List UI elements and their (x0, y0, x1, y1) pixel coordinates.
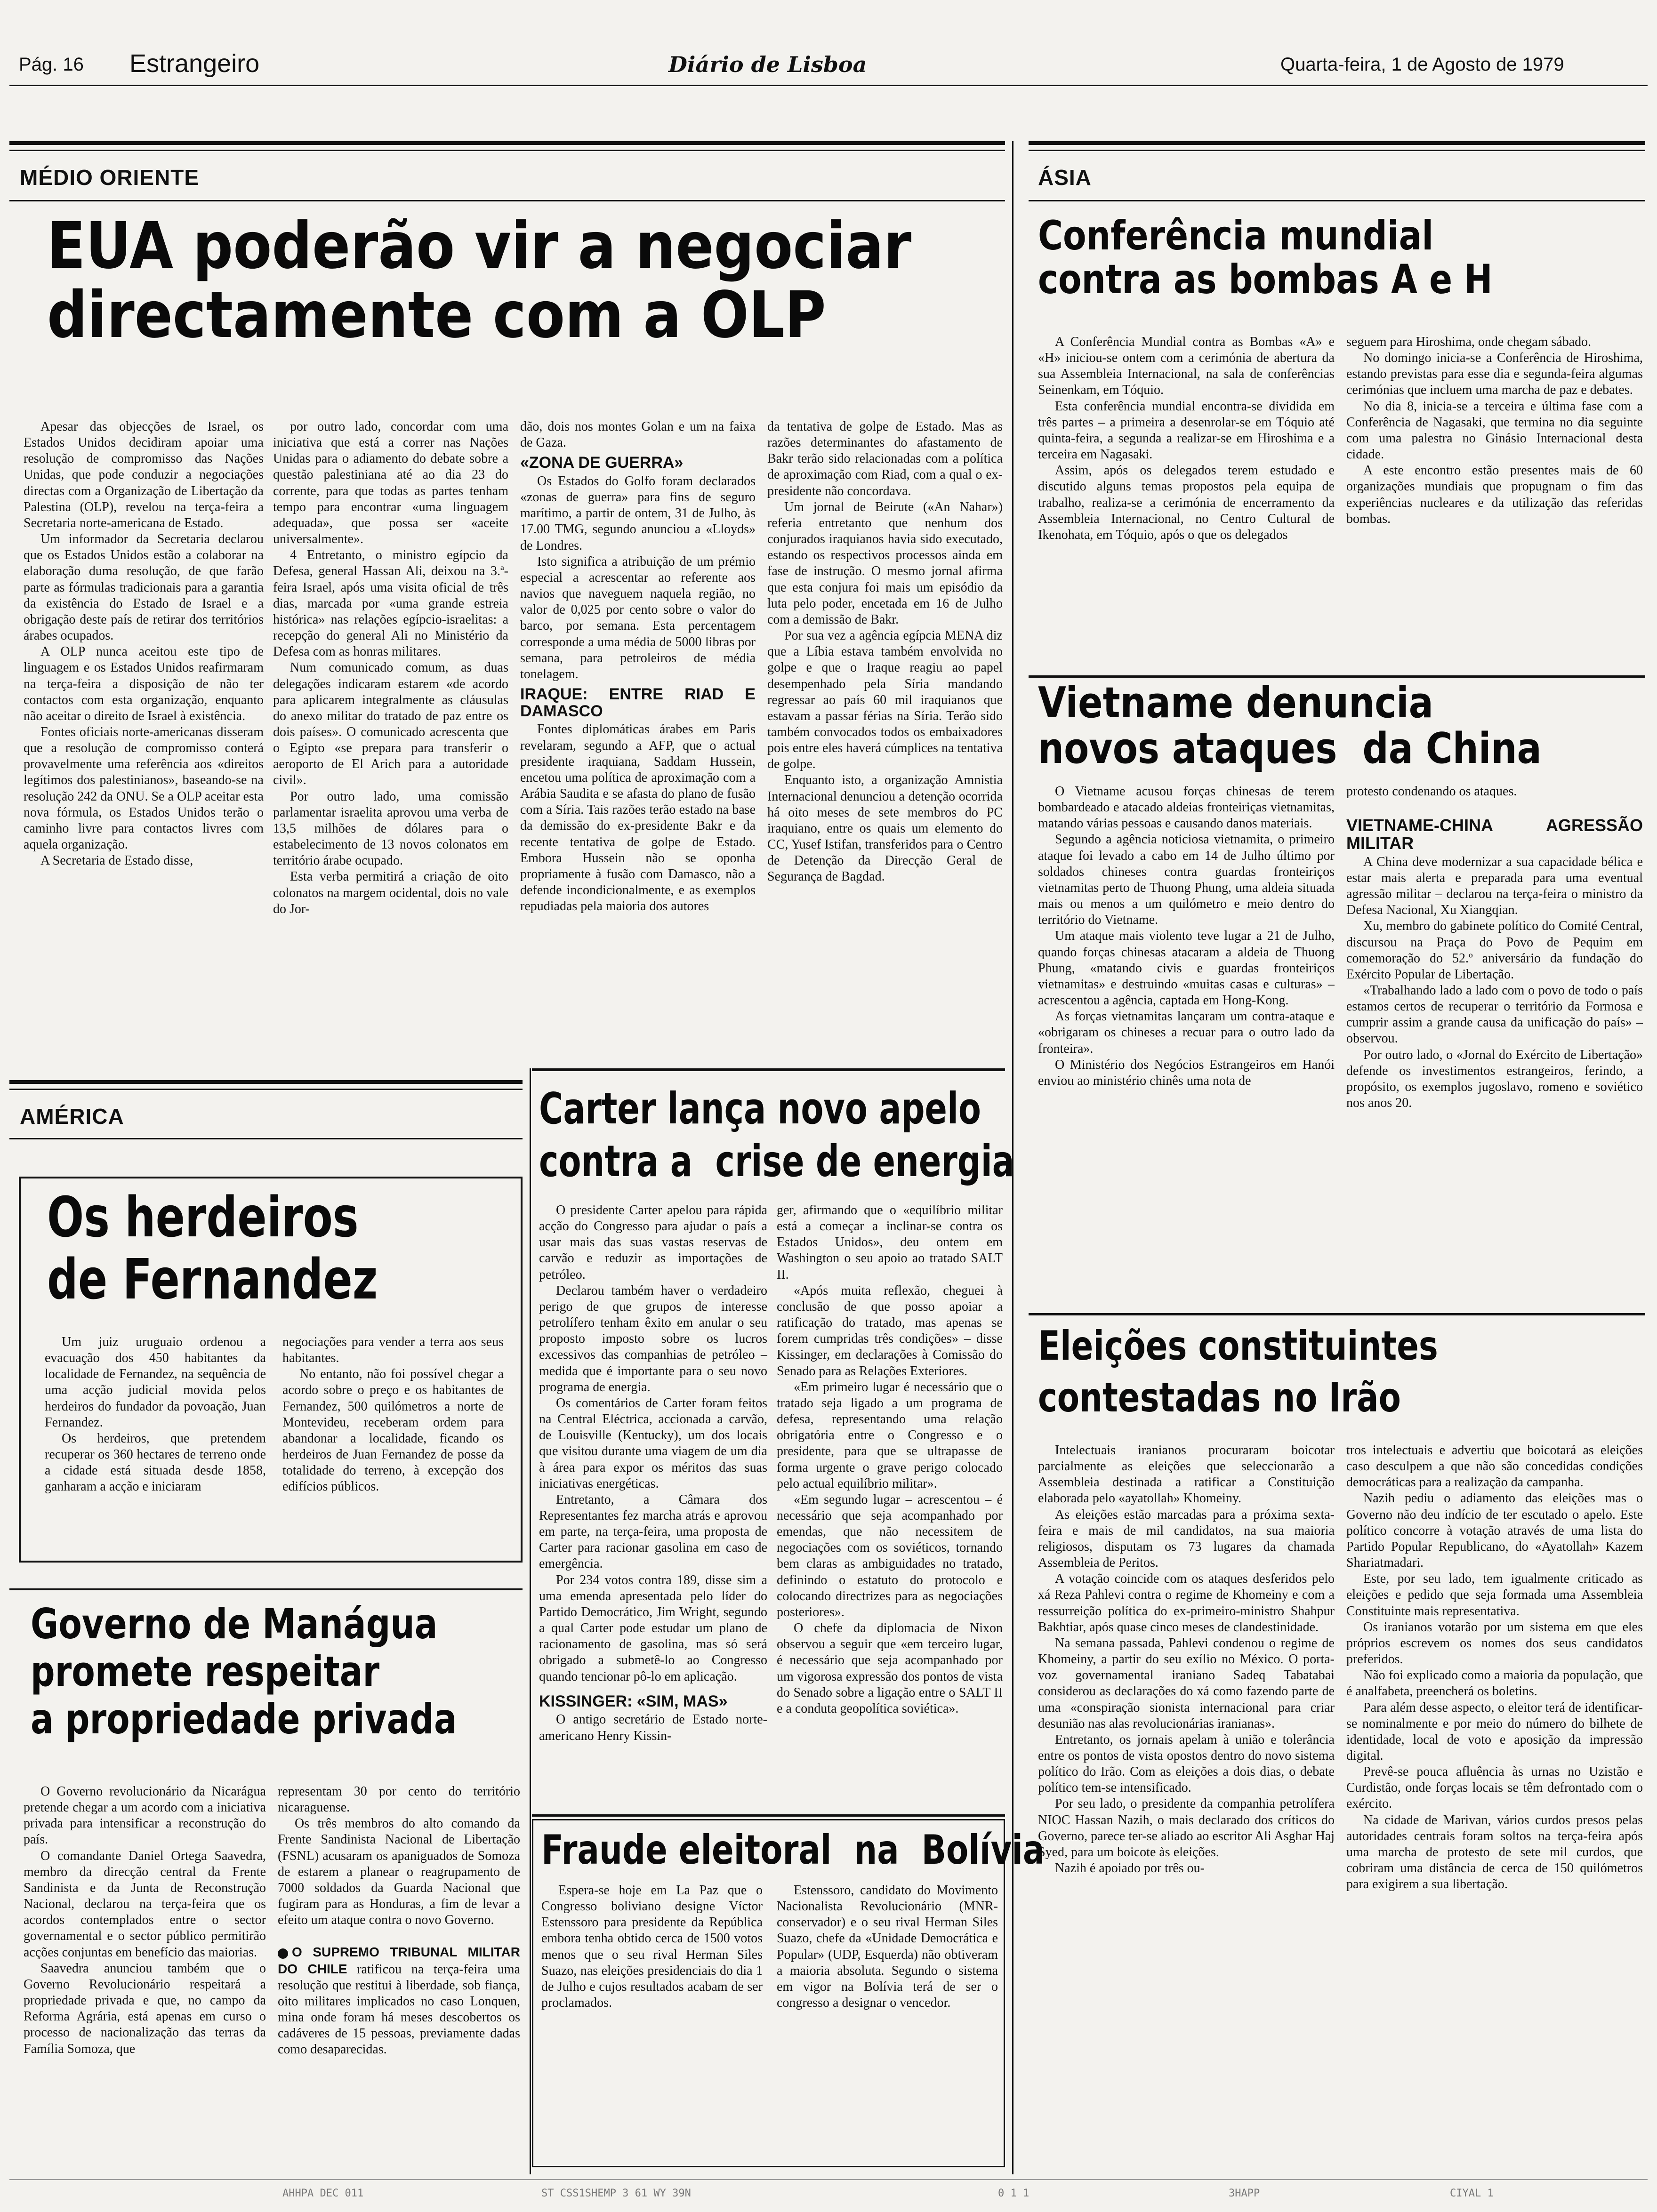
olp-headline (47, 209, 912, 353)
paragraph: Prevê-se pouca afluência às urnas no Uzistão e Curdistão, onde forças locais se têm defrontado com o exército. (1346, 1764, 1643, 1811)
paragraph: As forças vietnamitas lançaram um contra-ataque e «obrigaram os chineses a recuar para o outro lado da fronteira». (1038, 1009, 1335, 1056)
paragraph: Os Estados do Golfo foram declarados «zonas de guerra» para fins de seguro marítimo, a partir de ontem, 31 de Julho, às 17.00 TMG, segundo anunciou a «Lloyds» de Londres. (520, 474, 756, 553)
paragraph: «Em primeiro lugar é necessário que o tratado seja ligado a um programa de defesa, representando uma relação obrigatória entre o Congresso e o presidente, para que se ultrapasse de forma urgente o grave perigo colocado pelo actual equilíbrio militar». (777, 1379, 1003, 1491)
conf-col-1 (1038, 334, 1335, 673)
paragraph: Intelectuais iranianos procuraram boicotar parcialmente as eleições que seleccionarão a Assembleia destinada a ratificar a Constituição elaborada pelo «ayatollah» Khomeiny. (1038, 1443, 1335, 1506)
paragraph: A OLP nunca aceitou este tipo de linguagem e os Estados Unidos reafirmaram na terça-feira a disposição de não ter contactos com esta organização, enquanto não aceitar o direito de Israel à existência. (24, 644, 264, 723)
paragraph: O Ministério dos Negócios Estrangeiros em Hanói enviou ao ministério chinês uma nota de (1038, 1057, 1335, 1088)
paragraph: O Vietname acusou forças chinesas de terem bombardeado e atacado aldeias fronteiriças vietnamitas, matando várias pessoas e causando danos materiais. (1038, 784, 1335, 831)
footer-mark-3: 0 1 1 (998, 2188, 1030, 2199)
iran-headline (1038, 1320, 1438, 1424)
paragraph: Um informador da Secretaria declarou que os Estados Unidos estão a colaborar na elaboração duma resolução, de que farão parte as fórmulas tradicionais para a garantia da existência do Estado de Israel e a obrigação deste país de retirar dos territórios árabes ocupados. (24, 532, 264, 643)
paragraph: A este encontro estão presentes mais de 60 organizações mundiais que propugnam o fim das experiências nucleares e da utilização das referidas bombas. (1346, 463, 1643, 526)
paragraph: Declarou também haver o verdadeiro perigo de que grupos de interesse petrolífero tenham êxito em anular o seu proposto imposto sobre os lucros excessivos das companhias de petróleo – medida que é importante para o seu novo programa de energia. (539, 1283, 767, 1395)
managua-col-2 (278, 1784, 520, 2184)
olp-top-rule-thin (9, 150, 1005, 151)
paragraph: «Após muita reflexão, cheguei à conclusão de que posso apoiar a ratificação do tratado, mas apenas se forem cumpridas três condições» – disse Kissinger, em declarações à Comissão do Senado para as Relações Exteriores. (777, 1283, 1003, 1378)
carter-top-rule (532, 1068, 1005, 1071)
footer-rule (9, 2179, 1648, 2180)
column-divider-center (530, 1068, 531, 2174)
paragraph: No domingo inicia-se a Conferência de Hiroshima, estando previstas para esse dia e segunda-feira algumas cerimónias que incluem uma marcha de paz e debates. (1346, 351, 1643, 398)
paragraph: Por outro lado, o «Jornal do Exército de Libertação» defende os investimentos estrangeiros, ferindo, a propósito, os exemplos jugoslavo, romeno e soviético nos anos 20. (1346, 1047, 1643, 1111)
paragraph: Por 234 votos contra 189, disse sim a uma emenda apresentada pelo líder do Partido Democrático, Jim Wright, segundo a qual Carter pode estudar um plano de racionamento de gasolina, mas só será obrigado a submetê-lo ao Congresso quando tencionar pô-lo em aplicação. (539, 1572, 767, 1684)
paragraph: Os iranianos votarão por um sistema em que eles próprios escrevem os nomes dos seus candidatos preferidos. (1346, 1619, 1643, 1667)
paragraph: Um juiz uruguaio ordenou a evacuação dos 450 habitantes da localidade de Fernandez, na sequência de uma acção judicial movida pelos herdeiros do fundador da povoação, Juan Fernandez. (45, 1335, 266, 1430)
paragraph: dão, dois nos montes Golan e um na faixa de Gaza. (520, 419, 756, 450)
paragraph: No dia 8, inicia-se a terceira e última fase com a Conferência de Nagasaki, que termina no dia seguinte com uma palestra no Ginásio Internacional desta cidade. (1346, 399, 1643, 462)
viet-headline (1038, 678, 1542, 774)
paragraph: O presidente Carter apelou para rápida acção do Congresso para ajudar o país a usar mais das suas vastas reservas de carvão e reduzir as importações de petróleo. (539, 1203, 767, 1282)
iran-headline-line1: Eleições constituintes (1038, 1322, 1438, 1370)
footer-mark-5: CIYAL 1 (1450, 2188, 1494, 2199)
chile-brief-body: ratificou na terça-feira uma resolução que restitui à liberdade, sob fiança, oito militares implicados no caso Lonquen, mina onde foram há meses descobertos os cadáveres de 15 pessoas, previamente dadas como desaparecidas. (278, 1962, 520, 2057)
bolivia-top-rule (532, 1814, 1005, 1817)
paragraph: Por outro lado, uma comissão parlamentar israelita aprovou uma verba de 13,5 milhões de dólares para o estabelecimento de 13 novos colonatos em território árabe ocupado. (273, 789, 508, 868)
america-headline (47, 1186, 378, 1310)
olp-col-4 (767, 419, 1003, 1059)
viet-headline-line2: novos ataques da China (1038, 724, 1542, 774)
paragraph: Nazih pediu o adiamento das eleições mas o Governo não deu indício de ter escutado o apelo. Este político concorre à votação através de uma lista do Partido Popular Republicano, do «Ayatollah» Kazem Shariatmadari. (1346, 1491, 1643, 1571)
carter-headline (539, 1082, 1014, 1188)
chile-brief (278, 1944, 520, 2058)
america-headline-line1: Os herdeiros (47, 1185, 359, 1250)
chile-brief-lead: O SUPREMO TRIBUNAL MILITAR DO CHILE (278, 1945, 520, 1976)
paragraph: Num comunicado comum, as duas delegações indicaram estarem «de acordo para aplicarem integralmente as cláusulas do anexo militar do tratado de paz entre os dois países». O comunicado acrescenta que o Egipto «se prepara para transferir o aeroporto de El Arich para a autoridade civil». (273, 660, 508, 788)
paragraph: Segundo a agência noticiosa vietnamita, o primeiro ataque foi levado a cabo em 14 de Julho último por soldados chineses contra guardas fronteiriços vietnamitas perto de Thuong Phung, uma aldeia situada mais ou menos a um quilómetro e meio dentro do território do Vietname. (1038, 832, 1335, 928)
paragraph: Um ataque mais violento teve lugar a 21 de Julho, quando forças chinesas atacaram a aldeia de Thuong Phung, «matando civis e guardas fronteiriços vietnamitas» e destruindo «muitas casas e culturas» – acrescentou a agência, captada em Hong-Kong. (1038, 929, 1335, 1008)
iran-headline-line2: contestadas no Irão (1038, 1374, 1401, 1422)
paragraph: Para além desse aspecto, o eleitor terá de identificar-se nominalmente e por meio do número do bilhete de identidade, local de voto e aposição da impressão digital. (1346, 1700, 1643, 1763)
paragraph: Não foi explicado como a maioria da população, que é analfabeta, preencherá os boletins. (1346, 1668, 1643, 1699)
header-rule (9, 85, 1648, 86)
america-headline-line2: de Fernandez (47, 1247, 378, 1312)
page-number: Pág. 16 (19, 54, 84, 75)
managua-col-1 (24, 1784, 266, 2184)
iran-col-2 (1346, 1443, 1643, 2177)
managua-top-rule (9, 1588, 523, 1590)
paragraph: A Conferência Mundial contra as Bombas «A» e «H» iniciou-se ontem com a cerimónia de abertura da sua Assembleia Internacional, na sala de conferências Seinenkam, em Tóquio. (1038, 335, 1335, 398)
paragraph: Por seu lado, o presidente da companhia petrolífera NIOC Hassan Nazih, o mais declarado dos críticos do Governo, parece ter-se aliado ao escritor Ali Asghar Haj Syed, para um boicote às eleições. (1038, 1796, 1335, 1859)
olp-col-2 (273, 419, 508, 1059)
paragraph: 4 Entretanto, o ministro egípcio da Defesa, general Hassan Ali, deixou na 3.ª-feira Israel, após uma visita oficial de três dias, marcada por «uma grande estreia histórica» nas relações egípcio-israelitas: a recepção do general Ali no Ministério da Defesa com as honras militares. (273, 548, 508, 659)
paragraph: Este, por seu lado, tem igualmente criticado as eleições e pedido que seja formada uma Assembleia Constituinte mais representativa. (1346, 1571, 1643, 1619)
paragraph: Espera-se hoje em La Paz que o Congresso boliviano designe Víctor Estenssoro para presidente da República embora tenha obtido cerca de 1500 votos menos que o seu rival Herman Siles Suazo, nas eleições presidenciais do dia 1 de Julho e cujos resultados acabam de ser proclamados. (541, 1883, 763, 2011)
issue-date: Quarta-feira, 1 de Agosto de 1979 (1280, 54, 1564, 75)
paragraph: Assim, após os delegados terem estudado e discutido alguns temas propostos pela equipa de trabalho, realiza-se a cerimónia de encerramento da Assembleia Internacional, no Centro Cultural de Ikenohata, em Tóquio, após o que os delegados (1038, 463, 1335, 542)
bullet-icon (278, 1948, 288, 1959)
paragraph: representam 30 por cento do território nicaraguense. (278, 1784, 520, 1815)
conf-headline-line1: Conferência mundial (1038, 212, 1434, 259)
subheading-vietname-china: VIETNAME-CHINA AGRESSÃO MILITAR (1346, 816, 1643, 853)
paragraph: A Secretaria de Estado disse, (40, 853, 193, 868)
paragraph: Entretanto, a Câmara dos Representantes fez marcha atrás e aprovou em parte, na terça-feira, uma proposta de Carter para racionar gasolina em caso de emergência. (539, 1492, 767, 1571)
paragraph: ger, afirmando que o «equilíbrio militar está a começar a inclinar-se contra os Estados Unidos», deu ontem em Washington o seu apoio ao tratado SALT II. (777, 1203, 1003, 1282)
paragraph: negociações para vender a terra aos seus habitantes. (282, 1335, 504, 1366)
paragraph: Entretanto, os jornais apelam à união e tolerância entre os pontos de vista opostos dentro do novo sistema político do Irão. Com as eleições a dois dias, o debate político tem-se intensificado. (1038, 1732, 1335, 1795)
paragraph: Um jornal de Beirute («An Nahar») referia entretanto que nenhum dos conjurados iraquianos havia sido executado, estando os respectivos processos ainda em fase de instrução. O mesmo jornal afirma que esta conjura foi mais um episódio da luta pelo poder, encetada em 16 de Julho com a demissão de Bakr. (767, 499, 1003, 627)
america-label-rule (9, 1138, 523, 1139)
paragraph: da tentativa de golpe de Estado. Mas as razões determinantes do afastamento de Bakr terão sido relacionadas com a política de aproximação com Riad, com a qual o ex-presidente não concordava. (767, 419, 1003, 498)
paragraph: O antigo secretário de Estado norte-americano Henry Kissin- (539, 1712, 767, 1743)
bolivia-col-2 (777, 1883, 998, 2160)
olp-headline-line2: directamente com a OLP (47, 278, 826, 353)
paragraph: Isto significa a atribuição de um prémio especial a acrescentar ao referente aos navios que naveguem naquela região, no valor de 0,025 por cento sobre o valor do barco, por semana. Esta percentagem corresponde a uma média de 5000 libras por semana, para petroleiros de média tonelagem. (520, 554, 756, 681)
section-label-america: AMÉRICA (20, 1104, 124, 1129)
masthead: Diário de Lisboa (668, 52, 867, 77)
paragraph: Por sua vez a agência egípcia MENA diz que a Líbia estava também envolvida no golpe e que o Iraque reagiu ao papel desempenhado pela Síria mandando regressar ao país 60 mil iraquianos que estavam a passar férias na Síria. Terão sido também convocados todos os embaixadores pois entre eles haverá cúmplices na tentativa de golpe. (767, 628, 1003, 772)
asia-top-rule-thin (1029, 150, 1645, 151)
subheading-zona-de-guerra: «ZONA DE GUERRA» (520, 454, 684, 472)
paragraph: As eleições estão marcadas para a próxima sexta-feira e mais de mil candidatos, na sua maioria religiosos, disputam os 73 lugares da chamada Assembleia de Peritos. (1038, 1507, 1335, 1571)
conf-headline-line2: contra as bombas A e H (1038, 256, 1493, 303)
managua-headline-line3: a propriedade privada (31, 1695, 457, 1744)
paragraph: Xu, membro do gabinete político do Comité Central, discursou na Praça do Povo de Pequim em comemoração do 52.º aniversário da fundação do Exército Popular de Libertação. (1346, 919, 1643, 982)
paragraph: Esta verba permitirá a criação de oito colonatos na margem ocidental, dois no vale do Jor- (273, 869, 508, 916)
olp-col-1 (24, 419, 264, 1059)
america-top-rule-thin (9, 1089, 523, 1090)
viet-top-rule (1029, 675, 1645, 678)
carter-col-2 (777, 1202, 1003, 1805)
paragraph: Fontes oficiais norte-americanas disseram que a resolução de compromisso conterá provavelmente uma referência aos «direitos legítimos dos palestinianos», baseando-se na resolução 242 da ONU. Se a OLP aceitar esta nova fórmula, os Estados Unidos terão o caminho livre para contactos livres com aquela organização. (24, 724, 264, 852)
paragraph: Os herdeiros, que pretendem recuperar os 360 hectares de terreno onde a cidade está situada desde 1858, ganharam a acção e iniciaram (45, 1431, 266, 1494)
footer-mark-2: ST CSS1SHEMP 3 61 WY 39N (541, 2188, 691, 2199)
paragraph: Fontes diplomáticas árabes em Paris revelaram, segundo a AFP, que o actual presidente iraquiana, Saddam Hussein, encetou uma política de aproximação com a Arábia Saudita e se afasta do plano de fusão com a Síria. Tais razões terão estado na base da demissão do ex-presidente Bakr e da recente tentativa de golpe de Estado. Embora Hussein não se oponha propriamente à fusão com Damasco, não a defende incondicionalmente, e as exemplos repudiadas pela maioria dos autores (520, 722, 756, 914)
paragraph: tros intelectuais e advertiu que boicotará as eleições caso desculpem a que não são concedidas condições democráticas para a realização da campanha. (1346, 1443, 1643, 1490)
olp-top-rule-thick (9, 141, 1005, 145)
olp-label-rule (9, 200, 1005, 201)
america-col-1 (45, 1334, 266, 1555)
paragraph: seguem para Hiroshima, onde chegam sábado. (1346, 335, 1592, 349)
paragraph: protesto condenando os ataques. (1346, 784, 1517, 799)
section-name: Estrangeiro (129, 49, 260, 78)
subheading-iraque: IRAQUE: ENTRE RIAD E DAMASCO (520, 685, 756, 720)
america-top-rule-thick (9, 1080, 523, 1084)
paragraph: Apesar das objecções de Israel, os Estados Unidos decidiram apoiar uma resolução de compromisso das Nações Unidas, que pode conduzir a negociações directas com a Organização de Libertação da Palestina (OLP), revelou na terça-feira a Secretaria norte-americana de Estado. (24, 419, 264, 530)
subheading-kissinger: KISSINGER: «SIM, MAS» (539, 1692, 728, 1710)
paragraph: Enquanto isto, a organização Amnistia Internacional denunciou a detenção ocorrida há oito meses de sete membros do PC iraquiano, entre os quais um elemento do CC, Yusef Istifan, transferidos para o Centro de Detenção da Direcção Geral de Segurança de Bagdad. (767, 773, 1003, 884)
paragraph: Nazih é apoiado por três ou- (1055, 1861, 1205, 1876)
paragraph: A China deve modernizar a sua capacidade bélica e estar mais alerta e preparada para uma eventual agressão militar – declarou na terça-feira o ministro da Defesa Nacional, Xu Xiangqian. (1346, 854, 1643, 918)
paragraph: No entanto, não foi possível chegar a acordo sobre o preço e os habitantes de Fernandez, 500 quilómetros a norte de Montevideu, receberam ordem para abandonar a localidade, ficando os herdeiros de Juan Fernandez de posse da totalidade do terreno, à excepção dos edifícios públicos. (282, 1367, 504, 1494)
conf-col-2 (1346, 334, 1643, 673)
paragraph: Saavedra anunciou também que o Governo Revolucionário respeitará a propriedade privada e que, no campo da Reforma Agrária, está apenas em curso o processo de nacionalização das terras da Família Somoza, que (24, 1961, 266, 2056)
iran-top-rule (1029, 1313, 1645, 1315)
conf-headline (1038, 214, 1493, 302)
paragraph: O chefe da diplomacia de Nixon observou a seguir que «em terceiro lugar, é necessário que seja acompanhado por um vigorosa expressão dos pontos de vista do Senado sobre a ligação entre o SALT II e a conduta geopolítica soviética». (777, 1621, 1003, 1716)
footer-mark-1: AHHPA DEC 011 (282, 2188, 364, 2199)
section-label-asia: ÁSIA (1038, 165, 1092, 190)
paragraph: Os comentários de Carter foram feitos na Central Eléctrica, accionada a carvão, de Louisville (Kentucky), um dos locais que visitou durante uma viagem de um dia à área para expor os méritos das suas iniciativas energéticas. (539, 1395, 767, 1491)
bolivia-col-1 (541, 1883, 763, 2160)
olp-headline-line1: EUA poderão vir a negociar (47, 209, 912, 283)
managua-headline-line2: promete respeitar (31, 1647, 380, 1696)
paragraph: Na semana passada, Pahlevi condenou o regime de Khomeiny, a partir do seu exílio no México. O porta-voz governamental iraniano Sadeq Tabatabai considerou as declarações do xá como fazendo parte de uma «conspiração sionista internacional para criar desunião nas alas revolucionárias iranianas». (1038, 1635, 1335, 1731)
paragraph: A votação coincide com os ataques desferidos pelo xá Reza Pahlevi contra o regime de Khomeiny e com a ressurreição política do ex-primeiro-ministro Shahpur Bakhtiar, após quase cinco meses de clandestinidade. (1038, 1571, 1335, 1635)
paragraph: «Trabalhando lado a lado com o povo de todo o país estamos certos de recuperar o território da Formosa e cumprir assim a grande causa da unificação do país» – observou. (1346, 983, 1643, 1046)
paragraph: Os três membros do alto comando da Frente Sandinista Nacional de Libertação (FSNL) acusaram os apaniguados de Somoza de estarem a planear o reagrupamento de 7000 soldados da Guarda Nacional que fugiram para as Honduras, a fim de levar a efeito um ataque contra o novo Governo. (278, 1816, 520, 1928)
viet-col-2 (1346, 784, 1643, 1301)
managua-headline (31, 1600, 457, 1743)
paragraph: O comandante Daniel Ortega Saavedra, membro da direcção central da Frente Sandinista e da Junta de Reconstrução Nacional, declarou na terça-feira que os acordos contemplados entre o sector governamental e o sector público permitirão acções conjuntas em benefício das maiorias. (24, 1848, 266, 1960)
carter-headline-line2: contra a crise de energia (539, 1136, 1014, 1187)
viet-headline-line1: Vietname denuncia (1038, 678, 1433, 728)
managua-headline-line1: Governo de Manágua (31, 1600, 438, 1648)
paragraph: Estenssoro, candidato do Movimento Nacionalista Revolucionário (MNR-conservador) e o seu rival Herman Siles Suazo, chefe da «Unidade Democrática e Popular» (UDP, Esquerda) não obtiveram a maioria absoluta. Segundo o sistema em vigor na Bolívia terá de ser o congresso a designar o vencedor. (777, 1883, 998, 2011)
paragraph: Esta conferência mundial encontra-se dividida em três partes – a primeira a desenrolar-se em Tóquio até quinta-feira, a segunda a realizar-se em Hiroshima e a terceira em Nagasaki. (1038, 399, 1335, 462)
section-label-medio-oriente: MÉDIO ORIENTE (20, 165, 200, 190)
iran-col-1 (1038, 1443, 1335, 2177)
carter-col-1 (539, 1202, 767, 1805)
carter-headline-line1: Carter lança novo apelo (539, 1083, 981, 1134)
bolivia-headline: Fraude eleitoral na Bolívia (541, 1827, 1045, 1874)
paragraph: por outro lado, concordar com uma iniciativa que está a correr nas Nações Unidas para o adiamento do debate sobre a questão palestiniana até ao dia 23 do corrente, para que todas as partes tenham tempo para encontrar «uma linguagem adequada», que possa ser «aceite universalmente». (273, 419, 508, 547)
paragraph: «Em segundo lugar – acrescentou – é necessário que seja acompanhado por emendas, que não necessitem de negociações com os soviéticos, tornando bem claras as ambiguidades no tratado, definindo o estatuto do protocolo e colocando directrizes para as negociações posteriores». (777, 1492, 1003, 1619)
footer-mark-4: 3HAPP (1229, 2188, 1260, 2199)
olp-col-3 (520, 419, 756, 1059)
asia-label-rule (1029, 200, 1645, 201)
paragraph: Na cidade de Marivan, vários curdos presos pelas autoridades centrais foram soltos na terça-feira após uma marcha de protesto de sete mil curdos, que cobriram uma distância de cerca de 150 quilómetros para exigirem a sua libertação. (1346, 1812, 1643, 1892)
asia-top-rule-thick (1029, 141, 1645, 145)
viet-col-1 (1038, 784, 1335, 1301)
america-col-2 (282, 1334, 504, 1555)
paragraph: O Governo revolucionário da Nicarágua pretende chegar a um acordo com a iniciativa privada para intensificar a reconstrução do país. (24, 1784, 266, 1847)
